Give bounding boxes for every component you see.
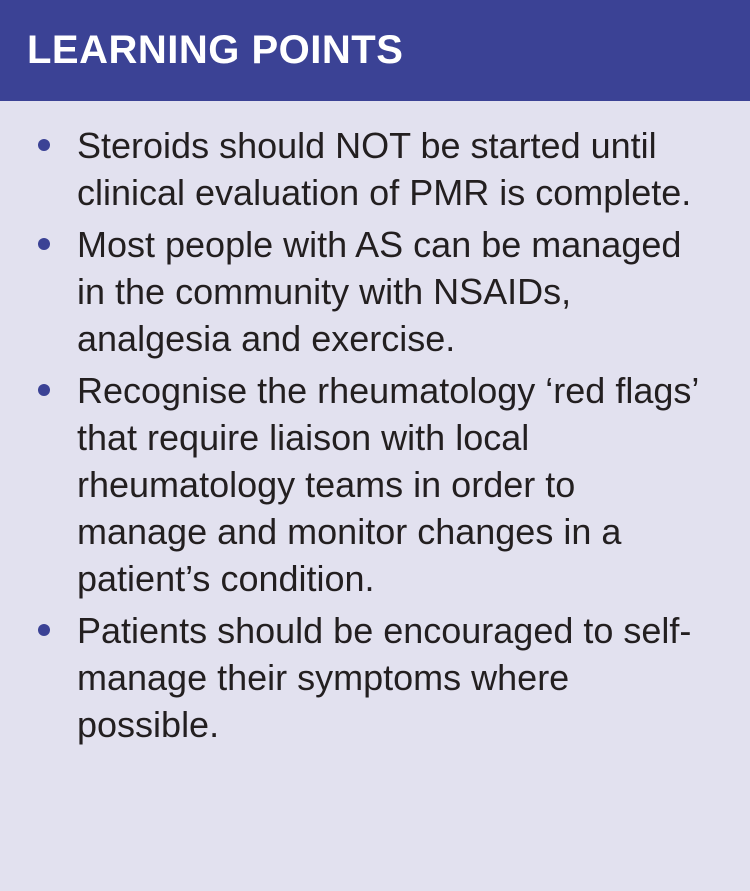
- learning-point-text: Steroids should NOT be started until clinical evaluation of PMR is complete.: [77, 125, 692, 213]
- bullet-icon: [38, 384, 50, 396]
- learning-point: [0, 221, 750, 362]
- learning-points-list: [0, 122, 750, 753]
- learning-point: [0, 122, 750, 216]
- header-bar: [0, 0, 750, 101]
- bullet-icon: [38, 139, 50, 151]
- box-title: LEARNING POINTS: [27, 28, 404, 72]
- learning-point-text: Patients should be encouraged to self-manage their symptoms where possible.: [77, 610, 692, 745]
- bullet-icon: [38, 624, 50, 636]
- bullet-icon: [38, 238, 50, 250]
- learning-point-text: Recognise the rheumatology ‘red flags’ that require liaison with local rheumatology teams in order to manage and monitor changes in a patient’s condition.: [77, 370, 699, 599]
- learning-point: [0, 367, 750, 602]
- learning-point-text: Most people with AS can be managed in the community with NSAIDs, analgesia and exercise.: [77, 224, 682, 359]
- learning-point: [0, 607, 750, 748]
